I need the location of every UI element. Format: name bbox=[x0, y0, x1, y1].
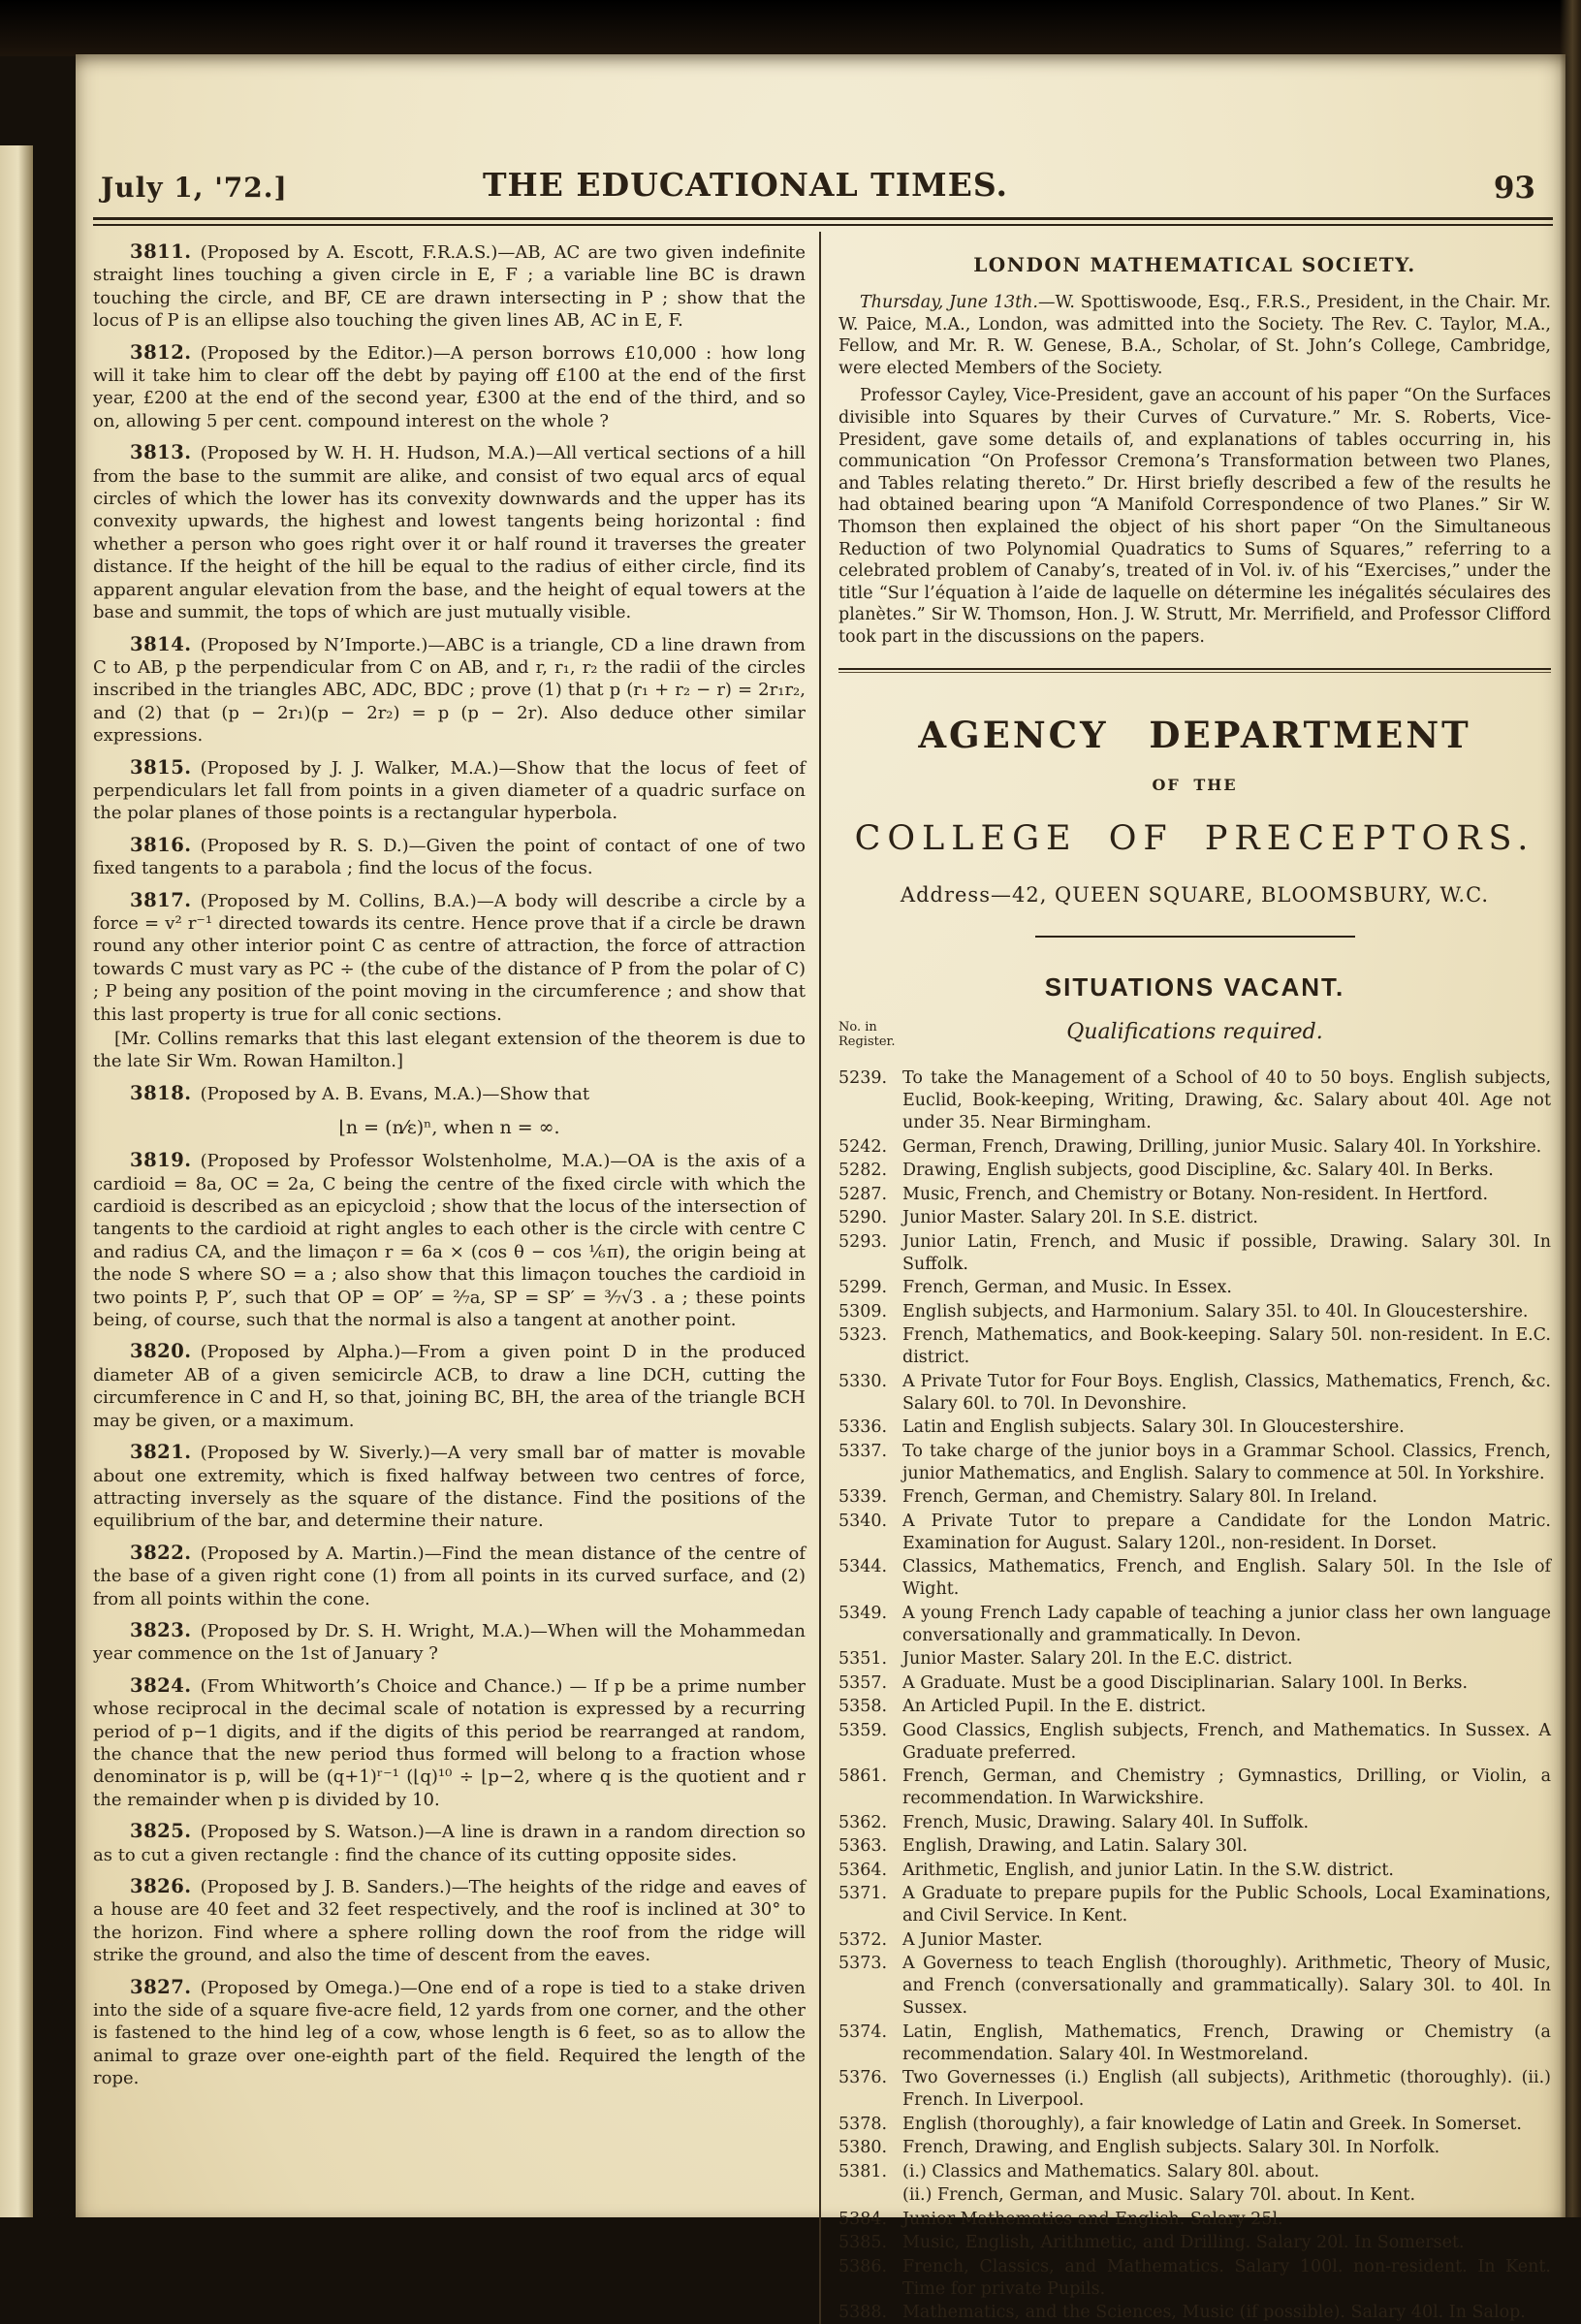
vacancy-register-number: 5385. bbox=[838, 2233, 888, 2252]
vacancy-item bbox=[838, 1207, 1551, 1229]
register-label-line-1: No. in bbox=[838, 1019, 877, 1035]
problem-number: 3812. bbox=[130, 340, 192, 364]
vacancy-qualifications-text: French, German, and Chemistry. Salary 80l. In Ireland. bbox=[902, 1487, 1377, 1507]
vacancy-register-number: 5309. bbox=[838, 1301, 888, 1321]
situations-vacant-heading: SITUATIONS VACANT. bbox=[1044, 971, 1345, 1002]
problem-item: 3811. (Proposed by A. Escott, F.R.A.S.)—AB, AC are two given indefinite straight lines touching a given circle in E, F ; a variable line BC is drawn touching the circle, and BF, CE are drawn intersecting in P ; show that the locus of P is an ellipse also touching the given lines AB, AC in E, F. bbox=[93, 240, 806, 332]
vacancy-qualifications-text: Mathematics, and the Sciences, Music (if possible). Salary 40l. In Salop. bbox=[902, 2303, 1526, 2322]
vacancy-item bbox=[838, 1136, 1551, 1159]
vacancy-item bbox=[838, 1324, 1551, 1369]
vacancy-item bbox=[838, 2114, 1551, 2136]
problem-number: 3819. bbox=[130, 1149, 192, 1172]
vacancy-item bbox=[838, 1835, 1551, 1858]
vacancy-register-number: 5388. bbox=[838, 2303, 888, 2322]
agency-address: Address—42, QUEEN SQUARE, BLOOMSBURY, W.C. bbox=[900, 882, 1490, 907]
vacancy-item bbox=[838, 2209, 1551, 2231]
problem-number: 3817. bbox=[130, 888, 192, 911]
vacancy-item bbox=[838, 1301, 1551, 1323]
problem-number: 3823. bbox=[130, 1618, 192, 1641]
vacancy-item bbox=[838, 1231, 1551, 1276]
vacancy-register-number: 5282. bbox=[838, 1161, 888, 1180]
agency-college-title: COLLEGE OF PRECEPTORS. bbox=[854, 818, 1535, 858]
vacancy-register-number: 5351. bbox=[838, 1649, 888, 1669]
problem-formula: ⌊n = (n⁄ε)ⁿ, when n = ∞. bbox=[338, 1117, 560, 1139]
vacancy-qualifications-text: Junior Mathematics and English. Salary 25l. bbox=[902, 2209, 1283, 2229]
vacancy-register-number: 5358. bbox=[838, 1697, 888, 1716]
photo-dark-top-edge bbox=[0, 0, 1581, 56]
photo-dark-right-edge bbox=[1560, 0, 1581, 2217]
vacancy-qualifications-text: Music, English, Arithmetic, and Drilling. Salary 20l. In Somerset. bbox=[902, 2233, 1465, 2252]
vacancy-qualifications-text: English, Drawing, and Latin. Salary 30l. bbox=[902, 1836, 1249, 1856]
vacancy-qualifications-text: French, German, and Chemistry ; Gymnastics, Drilling, or Violin, a recommendation. In Warwickshire. bbox=[902, 1767, 1551, 1808]
vacancy-register-number: 5340. bbox=[838, 1511, 888, 1531]
vacancy-item bbox=[838, 1953, 1551, 2020]
vacancy-qualifications-text: To take charge of the junior boys in a Grammar School. Classics, French, junior Mathematics, and English. Salary to commence at 50l. In Yorkshire. bbox=[902, 1441, 1551, 1483]
problem-number: 3811. bbox=[130, 240, 192, 263]
vacancy-item bbox=[838, 1277, 1551, 1299]
agency-of-the: OF THE bbox=[1152, 775, 1238, 794]
vacancy-item bbox=[838, 1860, 1551, 1882]
vacancy-item bbox=[838, 2184, 1551, 2207]
vacancy-qualifications-text: Latin, English, Mathematics, French, Drawing or Chemistry (a recommendation. Salary 40l. In Westmoreland. bbox=[902, 2022, 1551, 2064]
problem-item: 3827. (Proposed by Omega.)—One end of a rope is tied to a stake driven into the side of a square five-acre field, 12 yards from one corner, and the other is fastened to the hind leg of a cow, whose length is 6 feet, so as to allow the animal to graze over one-eighth part of the field. Required the length of the rope. bbox=[93, 1975, 806, 2089]
vacancy-qualifications-text: Classics, Mathematics, French, and English. Salary 50l. In the Isle of Wight. bbox=[902, 1557, 1551, 1599]
vacancy-qualifications-text: Drawing, English subjects, good Discipline, &c. Salary 40l. In Berks. bbox=[902, 1161, 1494, 1180]
problem-number: 3826. bbox=[130, 1875, 192, 1897]
vacancy-item bbox=[838, 1160, 1551, 1182]
vacancy-register-number: 5386. bbox=[838, 2256, 888, 2276]
vacancy-item bbox=[838, 2022, 1551, 2066]
vacancy-register-number: 5239. bbox=[838, 1068, 888, 1088]
problem-number: 3813. bbox=[130, 441, 192, 464]
vacancy-register-number: 5376. bbox=[838, 2068, 888, 2087]
vacancy-qualifications-text: A Graduate to prepare pupils for the Public Schools, Local Examinations, and Civil Service. In Kent. bbox=[902, 1884, 1551, 1926]
problem-number: 3821. bbox=[130, 1441, 192, 1464]
vacancy-register-number: 5359. bbox=[838, 1720, 888, 1740]
register-label-line-2: Register. bbox=[838, 1034, 896, 1049]
vacancy-qualifications-text: Junior Latin, French, and Music if possible, Drawing. Salary 30l. In Suffolk. bbox=[902, 1231, 1551, 1274]
vacancy-qualifications-text: A Private Tutor to prepare a Candidate for the London Matric. Examination for August. Salary 120l., non-resident. In Dorset. bbox=[902, 1511, 1551, 1553]
section-divider-rule bbox=[838, 668, 1551, 673]
problem-number: 3818. bbox=[130, 1081, 192, 1104]
vacancy-item bbox=[838, 1486, 1551, 1509]
society-paragraph-1-text: —W. Spottiswoode, Esq., F.R.S., President, in the Chair. Mr. W. Paice, M.A., London, was admitted into the Society. The Rev. C. Taylor, M.A., Fellow, and Mr. R. W. Genese, B.A., Scholar, of St. John’s College, Cambridge, were elected Members of the Society. bbox=[838, 293, 1551, 378]
vacancy-qualifications-text: English (thoroughly), a fair knowledge of Latin and Greek. In Somerset. bbox=[902, 2114, 1522, 2134]
problem-item: 3824. (From Whitworth’s Choice and Chance.) — If p be a prime number whose reciprocal in the decimal scale of notation is expressed by a recurring period of p−1 digits, and if the digits of this period be rearranged at random, the chance that the new period thus formed will belong to a fraction whose denominator is p, will be (q+1)ʳ⁻¹ (⌊q)¹⁰ ÷ ⌊p−2, where q is the quotient and r the remainder when p is divided by 10. bbox=[93, 1673, 806, 1810]
vacancy-qualifications-text: A young French Lady capable of teaching a junior class her own language conversationally and grammatically. In Devon. bbox=[902, 1603, 1551, 1645]
vacancy-qualifications-text: English subjects, and Harmonium. Salary 35l. to 40l. In Gloucestershire. bbox=[902, 1301, 1529, 1321]
two-column-layout bbox=[93, 232, 1553, 2324]
problem-number: 3815. bbox=[130, 755, 192, 779]
vacancy-register-number: 5357. bbox=[838, 1672, 888, 1693]
vacancy-item bbox=[838, 2161, 1551, 2183]
problem-item: 3812. (Proposed by the Editor.)—A person borrows £10,000 : how long will it take him to clear off the debt by paying off £100 at the end of the first year, £200 at the end of the second year, £300 at the end of the third, and so on, allowing 5 per cent. compound interest on the whole ? bbox=[93, 340, 806, 431]
problems-column bbox=[93, 232, 819, 2324]
header-rule bbox=[93, 217, 1553, 226]
vacancy-item bbox=[838, 2302, 1551, 2324]
agency-title: AGENCY DEPARTMENT bbox=[918, 713, 1471, 756]
newspaper-page bbox=[76, 54, 1565, 2322]
problem-number: 3824. bbox=[130, 1673, 192, 1697]
vacancy-qualifications-text: Latin and English subjects. Salary 30l. In Gloucestershire. bbox=[902, 1417, 1405, 1437]
vacancy-register-number: 5372. bbox=[838, 1929, 888, 1950]
vacancy-qualifications-text: French, Classics, and Mathematics. Salary 100l. non-resident. In Kent. Time for private Pupils. bbox=[902, 2256, 1551, 2299]
vacancy-item bbox=[838, 2067, 1551, 2112]
problem-item: 3817. (Proposed by M. Collins, B.A.)—A body will describe a circle by a force = v² r⁻¹ directed towards its centre. Hence prove that if a circle be drawn round any other interior point C as centre of attraction, the force of attraction towards C must vary as PC ÷ (the cube of the distance of P from the polar of C) ; P being any position of the point moving in the circumference ; and show that this last property is true for all conic sections. bbox=[93, 888, 806, 1025]
society-paragraph-2: Professor Cayley, Vice-President, gave an account of his paper “On the Surfaces divisible into Squares by their Curves of Curvature.” Mr. S. Roberts, Vice-President, gave some details of, and explanations of tables occurring in, his communication “On Professor Cremona’s Transformation between two Planes, and Tables relating thereto.” Dr. Hirst briefly described a few of the results he had obtained bearing upon “A Manifold Correspondence of two Planes.” Sir W. Thomson then explained the object of his short paper “On the Simultaneous Reduction of two Polynomial Quadratics to Sums of Squares,” referring to a celebrated problem of Canaby’s, treated of in Vol. iv. of his “Exercises,” under the title “Sur l’équation à l’aide de laquelle on détermine les inégalités séculaires des planètes.” Sir W. Thomson, Hon. J. W. Strutt, Mr. Merrifield, and Professor Clifford took part in the discussions on the papers. bbox=[838, 386, 1551, 647]
address-short-rule bbox=[1035, 936, 1355, 938]
society-paragraph-1 bbox=[838, 292, 1551, 379]
agency-department-block bbox=[838, 714, 1551, 938]
vacancy-item bbox=[838, 1696, 1551, 1718]
vacancy-register-number: 5384. bbox=[838, 2209, 888, 2229]
vacancy-item bbox=[838, 1184, 1551, 1206]
problem-item: 3821. (Proposed by W. Siverly.)—A very small bar of matter is movable about one extremity, which is fixed halfway between two centres of force, attracting inversely as the square of the distance. Find the positions of the equilibrium of the bar, and determine their nature. bbox=[93, 1441, 806, 1532]
vacancy-item bbox=[838, 1417, 1551, 1439]
vacancy-qualifications-text: (ii.) French, German, and Music. Salary 70l. about. In Kent. bbox=[902, 2185, 1416, 2205]
vacancy-qualifications-text: Good Classics, English subjects, French, and Mathematics. In Sussex. A Graduate preferred. bbox=[902, 1720, 1551, 1763]
vacancy-item bbox=[838, 2137, 1551, 2159]
problem-number: 3825. bbox=[130, 1820, 192, 1843]
vacancy-register-number: 5323. bbox=[838, 1325, 888, 1345]
vacancy-item bbox=[838, 1672, 1551, 1695]
vacancies-list bbox=[838, 1067, 1551, 2324]
qualifications-required-label: Qualifications required. bbox=[1066, 1019, 1323, 1044]
vacancy-item bbox=[838, 1766, 1551, 1810]
vacancy-register-number: 5373. bbox=[838, 1954, 888, 1973]
problem-item: 3816. (Proposed by R. S. D.)—Given the point of contact of one of two fixed tangents to a parabola ; find the locus of the focus. bbox=[93, 833, 806, 879]
vacancy-qualifications-text: French, German, and Music. In Essex. bbox=[902, 1278, 1232, 1297]
vacancy-register-number: 5293. bbox=[838, 1231, 888, 1252]
vacancy-item bbox=[838, 1603, 1551, 1647]
vacancy-register-number: 5362. bbox=[838, 1812, 888, 1832]
society-and-agency-column bbox=[821, 232, 1551, 2324]
vacancy-qualifications-text: (i.) Classics and Mathematics. Salary 80l. about. bbox=[902, 2161, 1320, 2181]
vacancy-register-number: 5371. bbox=[838, 1884, 888, 1903]
vacancy-register-number: 5290. bbox=[838, 1208, 888, 1227]
problem-item: 3826. (Proposed by J. B. Sanders.)—The heights of the ridge and eaves of a house are 40 feet and 32 feet respectively, and the roof is inclined at 30° to the horizon. Find where a sphere rolling down the roof from the ridge will strike the ground, and also the time of descent from the eaves. bbox=[93, 1875, 806, 1966]
vacancy-item bbox=[838, 1371, 1551, 1416]
vacancy-qualifications-text: German, French, Drawing, Drilling, junior Music. Salary 40l. In Yorkshire. bbox=[902, 1136, 1542, 1157]
vacancy-qualifications-text: A Private Tutor for Four Boys. English, Classics, Mathematics, French, &c. Salary 60l. to 70l. In Devonshire. bbox=[902, 1371, 1551, 1414]
vacancy-register-number: 5861. bbox=[838, 1767, 888, 1786]
vacancy-register-number: 5339. bbox=[838, 1487, 888, 1507]
vacancy-item bbox=[838, 1441, 1551, 1485]
vacancy-item bbox=[838, 2256, 1551, 2301]
problem-item: 3823. (Proposed by Dr. S. H. Wright, M.A.)—When will the Mohammedan year commence on the 1st of January ? bbox=[93, 1618, 806, 1665]
vacancy-qualifications-text: To take the Management of a School of 40 to 50 boys. English subjects, Euclid, Book-keeping, Writing, Drawing, &c. Salary about 40l. Age not under 35. Near Birmingham. bbox=[902, 1068, 1551, 1132]
vacancy-register-number: 5374. bbox=[838, 2022, 888, 2042]
vacancy-item bbox=[838, 1511, 1551, 1555]
problem-item: 3825. (Proposed by S. Watson.)—A line is drawn in a random direction so as to cut a given rectangle : find the chance of its cutting opposite sides. bbox=[93, 1820, 806, 1865]
problem-item: 3815. (Proposed by J. J. Walker, M.A.)—Show that the locus of feet of perpendiculars let fall from points in a given diameter of a quadric surface on the polar planes of those points is a rectangular hyperbola. bbox=[93, 755, 806, 824]
vacancy-qualifications-text: Two Governesses (i.) English (all subjects), Arithmetic (thoroughly). (ii.) French. In Liverpool. bbox=[902, 2068, 1551, 2110]
vacancy-qualifications-text: Junior Master. Salary 20l. In the E.C. district. bbox=[902, 1649, 1293, 1669]
problem-item: 3813. (Proposed by W. H. H. Hudson, M.A.)—All vertical sections of a hill from the base to the summit are alike, and consist of two equal arcs of equal circles of which the lower has its convexity downwards and the upper has its convexity upwards, the highest and lowest tangents being horizontal : find whether a person who goes right over it or half round it traverses the greater distance. If the height of the hill be equal to the radius of either circle, find its apparent angular elevation from the base, and the height of equal towers at the base and summit, the tops of which are just mutually visible. bbox=[93, 441, 806, 623]
vacancy-register-number: 5381. bbox=[838, 2161, 888, 2181]
problem-item: 3822. (Proposed by A. Martin.)—Find the mean distance of the centre of the base of a given right cone (1) from all points in its curved surface, and (2) from all points within the cone. bbox=[93, 1541, 806, 1609]
vacancy-item bbox=[838, 1720, 1551, 1765]
vacancy-item bbox=[838, 1556, 1551, 1601]
vacancy-qualifications-text: A Governess to teach English (thoroughly). Arithmetic, Theory of Music, and French (conversationally and grammatically). Salary 30l. to 40l. In Sussex. bbox=[902, 1954, 1551, 2018]
page-title: THE EDUCATIONAL TIMES. bbox=[482, 166, 1008, 204]
vacancy-qualifications-text: French, Music, Drawing. Salary 40l. In Suffolk. bbox=[902, 1812, 1310, 1832]
vacancies-list-header bbox=[838, 1016, 1551, 1066]
vacancy-register-number: 5364. bbox=[838, 1860, 888, 1880]
vacancy-qualifications-text: French, Mathematics, and Book-keeping. Salary 50l. non-resident. In E.C. district. bbox=[902, 1325, 1551, 1367]
page-number: 93 bbox=[1493, 171, 1535, 206]
problem-item: 3819. (Proposed by Professor Wolstenholme, M.A.)—OA is the axis of a cardioid = 8a, OC = 2a, C being the centre of the fixed circle with which the cardioid is described as an epicycloid ; show that the locus of the intersection of tangents to the cardioid at right angles to each other is the circle with centre C and radius CA, and the limaçon r = 6a × (cos θ − cos ⅙π), the origin being at the node S where SO = a ; also show that this limaçon touches the cardioid in two points P, P′, such that OP = OP′ = ²⁄₇a, SP = SP′ = ³⁄₇√3 . a ; these points being, of course, such that the normal is also a tangent at another point. bbox=[93, 1149, 806, 1331]
vacancy-register-number: 5336. bbox=[838, 1417, 888, 1437]
vacancy-item bbox=[838, 2232, 1551, 2254]
vacancy-qualifications-text: Music, French, and Chemistry or Botany. Non-resident. In Hertford. bbox=[902, 1184, 1489, 1204]
vacancy-item bbox=[838, 1648, 1551, 1671]
society-meeting-date: Thursday, June 13th. bbox=[860, 293, 1038, 312]
vacancy-item bbox=[838, 1067, 1551, 1134]
previous-page-edge bbox=[0, 145, 33, 2217]
header-date: July 1, '72.] bbox=[101, 172, 288, 204]
problem-item: 3814. (Proposed by N’Importe.)—ABC is a triangle, CD a line drawn from C to AB, p the perpendicular from C on AB, and r, r₁, r₂ the radii of the circles inscribed in the triangles ABC, ADC, BDC ; prove (1) that p (r₁ + r₂ − r) = 2r₁r₂, and (2) that (p − 2r₁)(p − 2r₂) = p (p − 2r). Also deduce other similar expressions. bbox=[93, 632, 806, 747]
vacancy-register-number: 5337. bbox=[838, 1441, 888, 1461]
vacancy-qualifications-text: French, Drawing, and English subjects. Salary 30l. In Norfolk. bbox=[902, 2138, 1440, 2157]
vacancy-register-number: 5349. bbox=[838, 1603, 888, 1623]
problem-number: 3814. bbox=[130, 632, 192, 655]
vacancy-item bbox=[838, 1929, 1551, 1952]
problem-note: [Mr. Collins remarks that this last elegant extension of the theorem is due to the late Sir Wm. Rowan Hamilton.] bbox=[93, 1029, 806, 1072]
page-header bbox=[93, 54, 1553, 217]
vacancy-qualifications-text: Junior Master. Salary 20l. In S.E. district. bbox=[902, 1208, 1258, 1227]
problem-number: 3827. bbox=[130, 1975, 192, 1998]
vacancy-register-number: 5242. bbox=[838, 1136, 888, 1157]
vacancy-register-number: 5378. bbox=[838, 2114, 888, 2134]
vacancy-qualifications-text: An Articled Pupil. In the E. district. bbox=[902, 1697, 1207, 1716]
problem-item: 3818. (Proposed by A. B. Evans, M.A.)—Show that bbox=[130, 1081, 590, 1104]
problem-number: 3822. bbox=[130, 1541, 192, 1564]
vacancy-register-number: 5344. bbox=[838, 1557, 888, 1576]
vacancy-register-number: 5330. bbox=[838, 1371, 888, 1391]
vacancy-register-number: 5380. bbox=[838, 2138, 888, 2157]
vacancy-item bbox=[838, 1812, 1551, 1834]
problem-number: 3820. bbox=[130, 1340, 192, 1363]
vacancy-qualifications-text: A Graduate. Must be a good Disciplinarian. Salary 100l. In Berks. bbox=[902, 1672, 1469, 1693]
vacancy-qualifications-text: Arithmetic, English, and junior Latin. In the S.W. district. bbox=[902, 1860, 1394, 1880]
page-content bbox=[93, 54, 1553, 2324]
vacancy-item bbox=[838, 1883, 1551, 1927]
vacancy-register-number: 5299. bbox=[838, 1278, 888, 1297]
vacancy-qualifications-text: A Junior Master. bbox=[902, 1929, 1043, 1950]
vacancy-register-number: 5287. bbox=[838, 1184, 888, 1204]
vacancy-register-number: 5363. bbox=[838, 1836, 888, 1856]
society-heading: LONDON MATHEMATICAL SOCIETY. bbox=[973, 253, 1416, 276]
problem-number: 3816. bbox=[130, 833, 192, 856]
problems-list bbox=[93, 240, 806, 2090]
problem-item: 3820. (Proposed by Alpha.)—From a given point D in the produced diameter AB of a given semicircle ACB, to draw a line DCH, cutting the circumference in C and H, so that, joining BC, BH, the area of the triangle BCH may be given, or a maximum. bbox=[93, 1340, 806, 1431]
